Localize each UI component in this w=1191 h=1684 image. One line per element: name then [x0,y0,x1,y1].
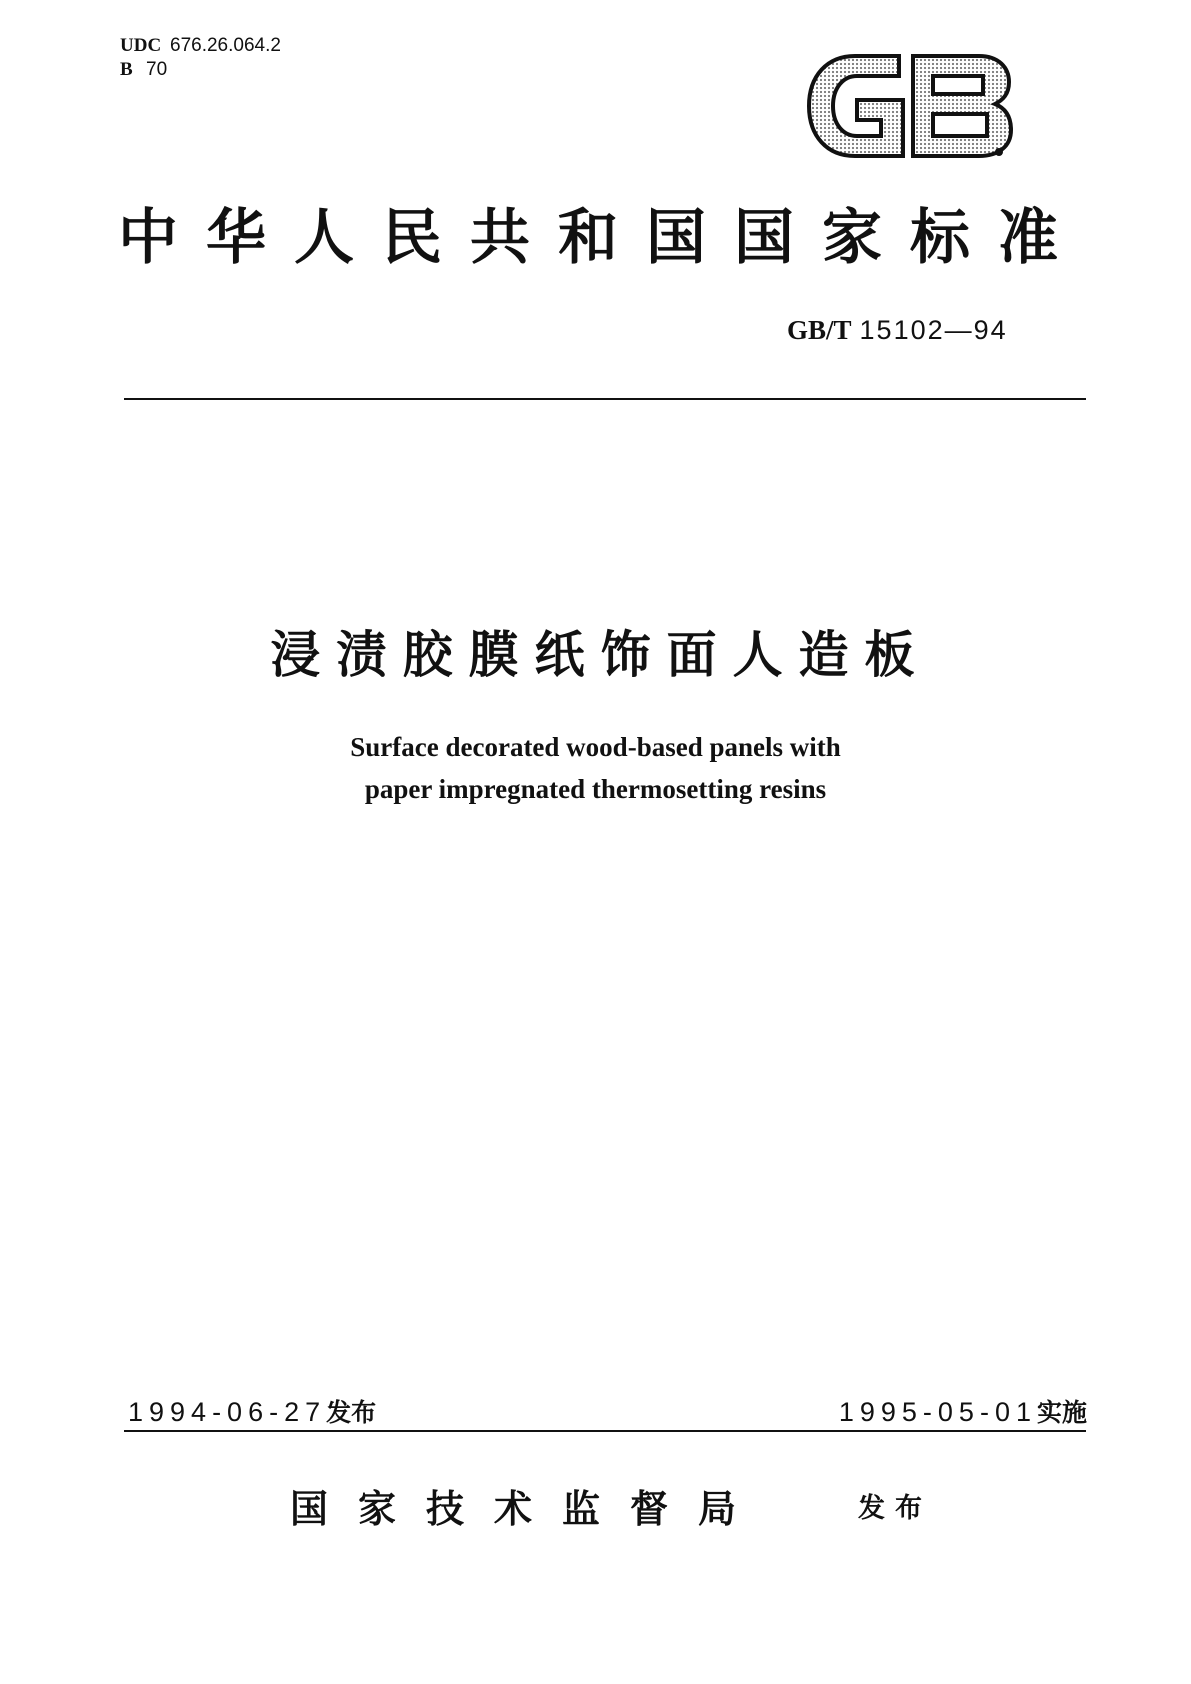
standard-number [787,315,1008,346]
classification-codes [120,34,281,82]
issue-date-value: 1994-06-27 [128,1397,327,1427]
issue-date-suffix: 发布 [326,1398,377,1427]
implementation-date-value: 1995-05-01 [838,1397,1037,1427]
implementation-date-suffix: 实施 [1036,1398,1087,1427]
publisher-name: 国家技术监督局 [290,1486,767,1531]
english-title-line-1: Surface decorated wood-based panels with [350,732,841,762]
national-standard-title: 中华人民共和国国家标准 [118,203,1086,273]
issue-date [128,1393,376,1429]
standard-number-value: 15102—94 [859,315,1008,345]
bottom-divider [124,1430,1086,1432]
standard-number-prefix: GB/T [787,315,852,345]
top-divider [124,398,1086,400]
udc-label: UDC [120,35,162,56]
b-line [120,58,281,82]
b-label: B [120,59,133,80]
english-title-line-2: paper impregnated thermosetting resins [364,774,827,804]
b-value: 70 [146,59,168,80]
english-title [0,726,1191,810]
chinese-title: 浸渍胶膜纸饰面人造板 [270,626,931,684]
udc-value: 676.26.064.2 [170,35,281,56]
gb-logo [803,50,1015,162]
udc-line [120,34,281,58]
publisher-action: 发布 [858,1493,932,1524]
implementation-date [839,1393,1087,1429]
